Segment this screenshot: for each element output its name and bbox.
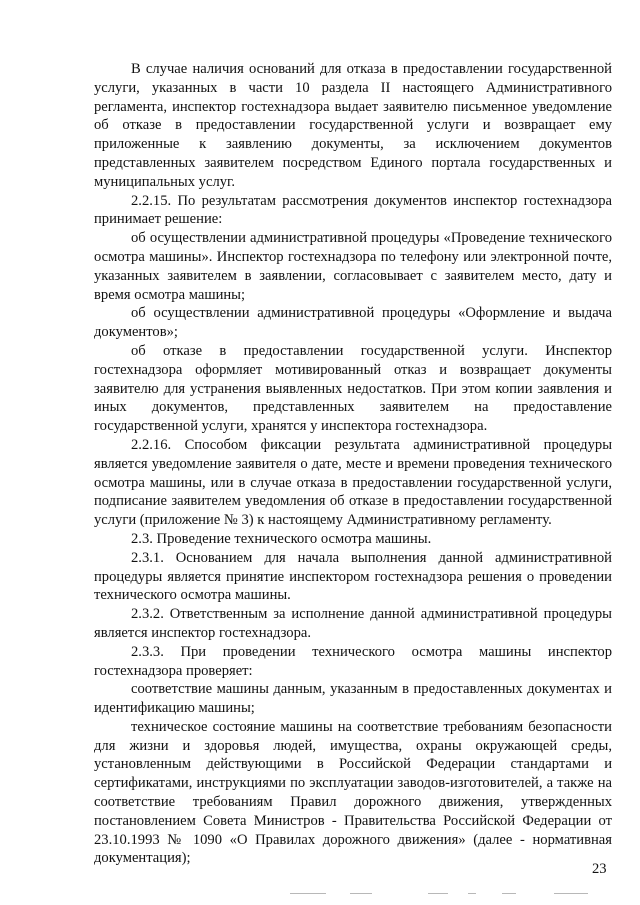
body-text — [94, 60, 612, 868]
paragraph-decision-documents: об осуществлении административной процедуры «Оформление и выдача документов»; — [94, 305, 612, 341]
paragraph-technical-condition: техническое состояние машины на соответствие требованиям безопасности для жизни и здоровья людей, имущества, охраны окружающей среды, установленным действующими в Российской Федерации стандартами и сертификатами, инструкциями по эксплуатации заводов-изготовителей, а также на соответствие требованиям Правил дорожного движения, утвержденных постановлением Совета Министров - Правительства Российской Федерации от 23.10.1993 № 1090 «О Правилах дорожного движения» (далее - нормативная документация); — [94, 718, 612, 867]
scan-artifact-line — [554, 893, 588, 894]
scan-artifact-line — [428, 893, 448, 894]
paragraph-decision-refusal: об отказе в предоставлении государственной услуги. Инспектор гостехнадзора оформляет мотивированный отказ и возвращает документы заявителю для устранения выявленных недостатков. При этом копии заявления и иных документов, представленных заявителем на предоставление государственной услуги, хранятся у инспектора гостехнадзора. — [94, 342, 612, 435]
page-number: 23 — [592, 861, 607, 877]
paragraph-2-2-15: 2.2.15. По результатам рассмотрения документов инспектор гостехнадзора принимает решение: — [94, 192, 612, 228]
paragraph-2-3-heading: 2.3. Проведение технического осмотра машины. — [131, 530, 432, 547]
scan-artifact-line — [502, 893, 516, 894]
scan-artifact-line — [350, 893, 372, 894]
paragraph-decision-inspection: об осуществлении административной процедуры «Проведение технического осмотра машины». Инспектор гостехнадзора по телефону или электронной почте, указанных заявителем в заявлении, согласовывает с заявителем место, дату и время осмотра машины; — [94, 230, 612, 303]
scan-artifact-line — [290, 893, 326, 894]
paragraph-2-2-16: 2.2.16. Способом фиксации результата административной процедуры является уведомление заявителя о дате, месте и времени проведения технического осмотра машины, или в случае отказа в предоставлении государственной услуги, подписание заявителем уведомления об отказе в предоставлении государственной услуги (приложение № 3) к настоящему Административному регламенту. — [94, 436, 612, 529]
paragraph-2-3-2: 2.3.2. Ответственным за исполнение данной административной процедуры является инспектор гостехнадзора. — [94, 606, 612, 641]
paragraph-refusal-notice: В случае наличия оснований для отказа в предоставлении государственной услуги, указанных в части 10 раздела II настоящего Административного регламента, инспектор гостехнадзора выдает заявителю письменное уведомление об отказе в предоставлении государственной услуги и возвращает ему приложенные к заявлению документы, за исключением документов представленных заявителем посредством Единого портала государственных и муниципальных услуг. — [94, 61, 612, 190]
scan-artifact-line — [468, 893, 476, 894]
paragraph-2-3-1: 2.3.1. Основанием для начала выполнения данной административной процедуры является принятие инспектором гостехнадзора решения о проведении технического осмотра машины. — [94, 549, 612, 604]
paragraph-machine-compliance: соответствие машины данным, указанным в предоставленных документах и идентификацию машины; — [94, 681, 612, 717]
paragraph-2-3-3: 2.3.3. При проведении технического осмотра машины инспектор гостехнадзора проверяет: — [94, 643, 612, 679]
